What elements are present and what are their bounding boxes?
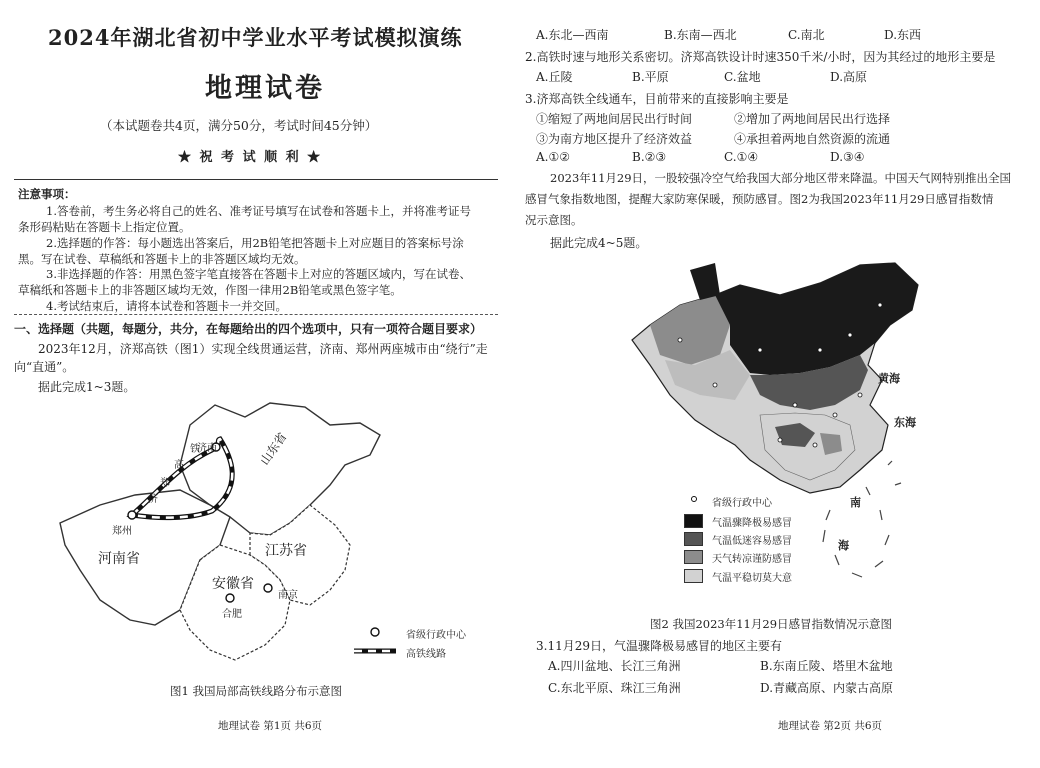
notice-line: 条形码粘贴在答题卡上指定位置。 [18, 220, 191, 234]
q4-intro: 感冒气象指数地图，提醒大家防寒保暖，预防感冒。图2为我国2023年11月29日感冒指数情 [525, 192, 994, 206]
q3-item: ②增加了两地间居民出行选择 [734, 112, 891, 126]
good-luck-line: ★ 祝 考 试 顺 利 ★ [178, 150, 323, 165]
q3b-option-a: A.四川盆地、长江三角洲 [548, 659, 681, 673]
notice-title: 注意事项： [18, 187, 76, 201]
q3b-stem: 3.11月29日，气温骤降极易感冒的地区主要有 [536, 639, 782, 653]
legend-label-very-high: 气温骤降极易感冒 [712, 518, 792, 529]
legend-label-high: 气温低迷容易感冒 [712, 536, 792, 547]
section-intro: 向“直通”。 [14, 360, 75, 374]
q3-item: ①缩短了两地间居民出行时间 [536, 112, 693, 126]
rail-name-char: 高 [174, 460, 184, 471]
legend2-capital-label: 省级行政中心 [712, 498, 772, 509]
q1-option-c: C.南北 [788, 28, 825, 42]
q3-item: ③为南方地区提升了经济效益 [536, 132, 693, 146]
notice-line: 1.答卷前，考生务必将自己的姓名、准考证号填写在试卷和答题卡上，并将准考证号 [46, 204, 471, 218]
city-label-hefei: 合肥 [222, 609, 242, 620]
q2-option-d: D.高原 [830, 70, 868, 84]
page-footer-right: 地理试卷 第2页 共6页 [778, 720, 883, 732]
sea-label-south-1: 南 [850, 496, 861, 509]
legend-label-low: 气温平稳切莫大意 [712, 573, 792, 584]
subject-title: 地理试卷 [205, 73, 325, 104]
exam-title: 2024年湖北省初中学业水平考试模拟演练 [48, 25, 463, 50]
xinjiang-zone [650, 295, 730, 365]
legend-swatch-medium [684, 550, 703, 564]
province-label-anhui: 安徽省 [212, 576, 254, 592]
legend-capital-symbol-2 [688, 493, 700, 505]
section-title: 一、选择题（共题，每题分，共分，在每题给出的四个选项中，只有一项符合题目要求） [14, 322, 483, 336]
zhengzhou-marker [128, 511, 136, 519]
q3-option-c: C.①④ [724, 150, 759, 164]
notice-line: 2.选择题的作答：每小题选出答案后，用2B铅笔把答题卡上对应题目的答案标号涂 [46, 236, 464, 250]
legend-swatch-very-high [684, 514, 703, 528]
q4-intro: 况示意图。 [525, 213, 583, 227]
q1-option-a: A.东北—西南 [536, 28, 609, 42]
hefei-marker [226, 594, 234, 602]
city-label-jinan: 济南 [197, 443, 217, 454]
top-divider [14, 179, 498, 180]
q3-option-a: A.①② [536, 150, 570, 164]
q3-item: ④承担着两地自然资源的流通 [734, 132, 891, 146]
map1-legend-symbols [350, 624, 400, 659]
q3b-option-b: B.东南丘陵、塔里木盆地 [760, 659, 893, 673]
legend-capital-label: 省级行政中心 [406, 630, 466, 641]
northwest-cold-zone [690, 263, 720, 300]
sea-label-south-2: 海 [838, 539, 849, 552]
legend-swatch-high [684, 532, 703, 546]
figure2-caption: 图2 我国2023年11月29日感冒指数情况示意图 [650, 617, 893, 631]
q3-stem: 3.济郑高铁全线通车，目前带来的直接影响主要是 [525, 92, 789, 106]
q2-option-c: C.盆地 [724, 70, 761, 84]
legend-capital-symbol [371, 628, 379, 636]
q3b-option-d: D.青藏高原、内蒙古高原 [760, 681, 894, 695]
page-footer-left: 地理试卷 第1页 共6页 [218, 720, 323, 732]
legend-label-medium: 天气转凉谨防感冒 [712, 554, 792, 565]
sea-label-yellow: 黄海 [878, 372, 900, 385]
province-label-henan: 河南省 [98, 551, 140, 567]
q3-option-b: B.②③ [632, 150, 667, 164]
rail-name-char: 铁 [190, 444, 200, 455]
q2-option-b: B.平原 [632, 70, 669, 84]
q2-option-a: A.丘陵 [536, 70, 573, 84]
exam-info: （本试题卷共4页，满分50分，考试时间45分钟） [100, 118, 378, 133]
q1-option-d: D.东西 [884, 28, 922, 42]
figure1-caption: 图1 我国局部高铁线路分布示意图 [170, 684, 342, 698]
province-label-shandong: 山东省 [257, 430, 290, 468]
rail-name-char: 济 [148, 494, 158, 505]
q4-intro: 2023年11月29日，一股较强冷空气给我国大部分地区带来降温。中国天气网特别推出全国 [550, 171, 1012, 185]
notice-line: 草稿纸和答题卡上的非答题区域均无效，作图一律用2B铅笔或黑色签字笔。 [18, 283, 402, 297]
nanjing-marker [264, 584, 272, 592]
legend-swatch-low [684, 569, 703, 583]
north-cold-zone [715, 263, 918, 375]
notice-line: 4.考试结束后，请将本试卷和答题卡一并交回。 [46, 299, 287, 313]
q3b-option-c: C.东北平原、珠江三角洲 [548, 681, 681, 695]
q4-instruction: 据此完成4~5题。 [550, 236, 648, 250]
city-label-zhengzhou: 郑州 [112, 526, 132, 537]
q2-stem: 2.高铁时速与地形关系密切。济郑高铁设计时速350千米/小时，因为其经过的地形主要是 [525, 50, 996, 64]
province-label-jiangsu: 江苏省 [265, 543, 307, 559]
notice-divider [14, 314, 498, 315]
legend-rail-label: 高铁线路 [406, 649, 446, 660]
q1-option-b: B.东南—西北 [664, 28, 737, 42]
section-intro: 2023年12月，济郑高铁（图1）实现全线贯通运营，济南、郑州两座城市由“绕行”走 [38, 342, 488, 356]
city-label-nanjing: 南京 [278, 590, 298, 601]
rail-name-char: 郑 [160, 478, 170, 489]
notice-line: 3.非选择题的作答：用黑色签字笔直接答在答题卡上对应的答题区域内，写在试卷、 [46, 267, 471, 281]
section-intro: 据此完成1~3题。 [38, 380, 136, 394]
q3-option-d: D.③④ [830, 150, 865, 164]
notice-line: 黑。写在试卷、草稿纸和答题卡上的非答题区域均无效。 [18, 252, 306, 266]
sea-label-east: 东海 [894, 416, 916, 429]
